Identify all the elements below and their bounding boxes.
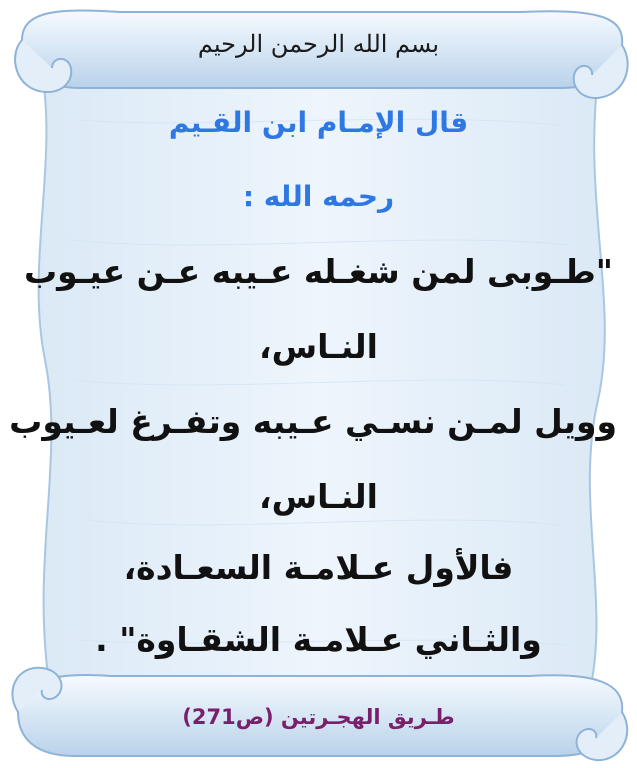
title-line-1: قال الإمـام ابن القـيم: [168, 106, 469, 139]
quote-line-1: "طـوبى لمن شغـله عـيبه عـن عيـوب: [24, 252, 613, 291]
quote-line-4: النـاس،: [259, 477, 378, 516]
basmala-calligraphy: بسم الله الرحمن الرحيم: [197, 30, 440, 58]
quote-line-2: النـاس،: [259, 327, 378, 366]
title-line-2: رحمه الله :: [242, 180, 395, 213]
quote-line-5: فالأول عـلامـة السعـادة،: [123, 548, 514, 587]
quote-line-6: والثـاني عـلامـة الشقـاوة" .: [95, 620, 542, 659]
quote-line-3: وويل لمـن نسـي عـيبه وتفـرغ لعـيوب: [9, 402, 617, 441]
source-reference: طـريق الهجـرتين (ص271): [182, 705, 455, 729]
